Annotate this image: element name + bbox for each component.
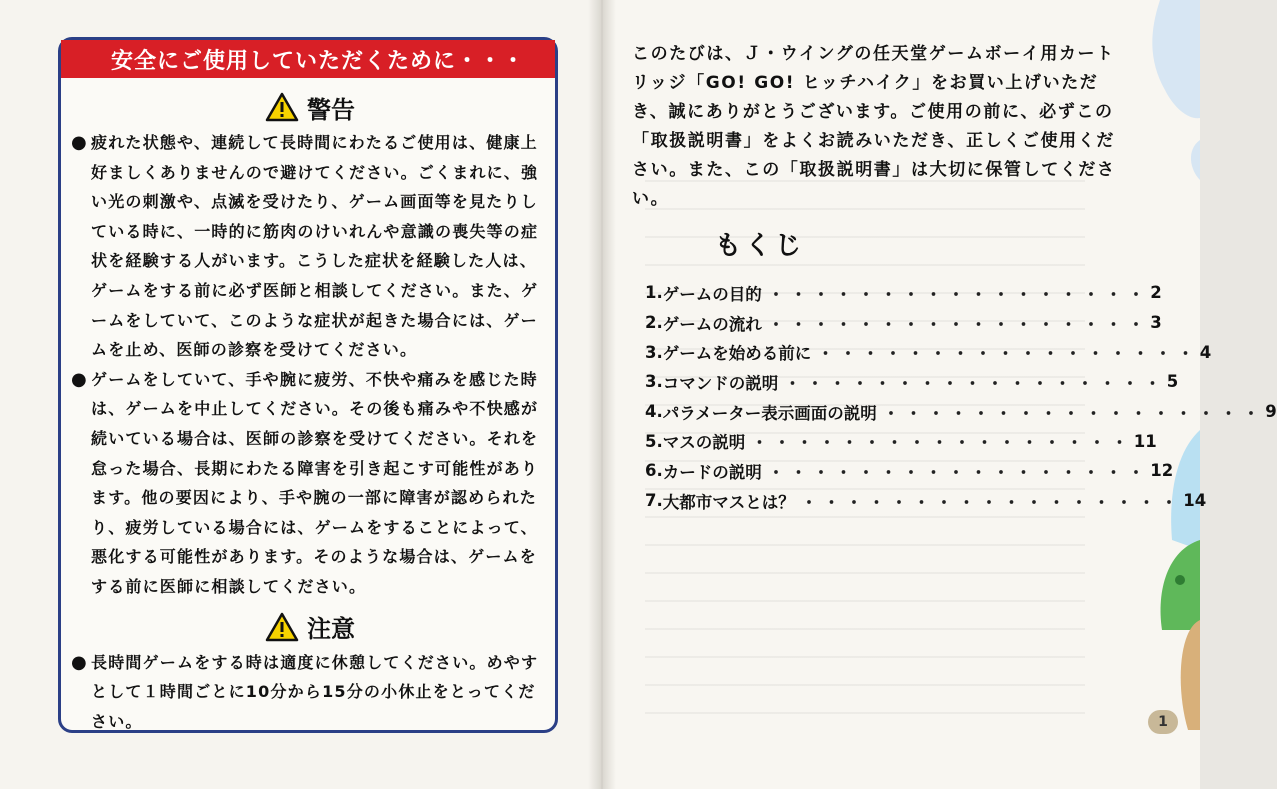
toc-page-number: 3 [1150, 313, 1162, 333]
toc-leader-dots: ・・・・・・・・・・・・・・・・・ [767, 314, 1151, 334]
toc-label: カードの説明 [662, 462, 762, 482]
toc-item [645, 367, 1179, 397]
toc-label: パラメーター表示画面の説明 [662, 403, 877, 423]
toc-page-number: 2 [1150, 283, 1162, 303]
toc-number: 7. [645, 491, 663, 511]
toc-leader-dots: ・・・・・・・・・・・・・・・・・ [751, 433, 1134, 453]
toc-item [645, 308, 1162, 338]
toc-item [645, 397, 1277, 427]
bullet-icon: ● [71, 368, 88, 390]
toc-page-number: 11 [1133, 431, 1157, 451]
caution-paragraph [65, 648, 555, 737]
warning-heading-label: 警告 [307, 95, 355, 124]
warning-paragraph [65, 128, 555, 365]
warning-paragraph [65, 365, 555, 602]
caution-paragraph-text: 長時間ゲームをする時は適度に休憩してください。めやすとして１時間ごとに10分から15分の小休止をとってください。 [91, 652, 539, 731]
warning-heading [65, 88, 555, 126]
toc-number: 6. [645, 461, 663, 481]
toc-number: 1. [645, 283, 663, 303]
toc-leader-dots: ・・・・・・・・・・・・・・・・・ [784, 373, 1167, 393]
toc-leader-dots: ・・・・・・・・・・・・・・・・・ [767, 462, 1151, 482]
book-spine [588, 0, 616, 789]
toc-item [645, 456, 1174, 486]
toc-number: 5. [645, 431, 663, 451]
toc-page-number: 5 [1166, 372, 1179, 392]
toc-page-number: 9 [1265, 402, 1277, 422]
toc-item [645, 486, 1207, 516]
toc-leader-dots: ・・・・・・・・・・・・・・・・・ [800, 492, 1184, 512]
toc-label: 大都市マスとは？ [662, 492, 795, 512]
intro-text: このたびは、Ｊ・ウイングの任天堂ゲームボーイ用カートリッジ「GO! GO! ヒッチハイク」をお買い上げいただき、誠にありがとうございます。ご使用の前に、必ずこの「取扱説明書」をよくお読みいただき、正しくご使用ください。また、この「取扱説明書」は大切に保管してください。 [632, 44, 1116, 209]
warning-triangle-icon [265, 92, 299, 122]
toc-number: 2. [645, 313, 663, 333]
table-of-contents [645, 278, 1277, 516]
toc-label: マスの説明 [662, 433, 746, 453]
toc-item [645, 426, 1157, 456]
toc-page-number: 4 [1199, 342, 1212, 362]
sky-decoration [1140, 0, 1200, 200]
warning-paragraph-text: 疲れた状態や、連続して長時間にわたるご使用は、健康上好ましくありませんので避けてください。ごくまれに、強い光の刺激や、点滅を受けたり、ゲーム画面等を見たりしている時に、一時的に筋肉のけいれんや意識の喪失等の症状を経験する人がいます。こうした症状を経験した人は、ゲームをする前に必ず医師と相談してください。また、ゲームをしていて、このような症状が起きた場合には、ゲームを止め、医師の診察を受けてください。 [91, 133, 539, 360]
bullet-icon: ● [71, 132, 88, 153]
bullet-icon: ● [71, 651, 88, 673]
toc-page-number: 12 [1150, 461, 1174, 481]
toc-title: もくじ [715, 231, 806, 261]
left-page [0, 0, 600, 789]
toc-leader-dots: ・・・・・・・・・・・・・・・・・ [817, 344, 1200, 364]
toc-label: ゲームの目的 [662, 284, 762, 304]
toc-label: コマンドの説明 [662, 373, 779, 393]
safety-header: 安全にご使用していただくために・・・ [61, 40, 555, 78]
safety-warning-box [58, 37, 558, 733]
toc-page-number: 14 [1183, 491, 1207, 511]
toc-leader-dots: ・・・・・・・・・・・・・・・・・ [882, 403, 1266, 423]
toc-label: ゲームを始める前に [662, 344, 812, 364]
caution-heading-label: 注意 [307, 615, 355, 643]
warning-triangle-icon [265, 612, 299, 642]
toc-number: 4. [645, 402, 663, 422]
toc-leader-dots: ・・・・・・・・・・・・・・・・・ [767, 284, 1151, 304]
warning-paragraph-text: ゲームをしていて、手や腕に疲労、不快や痛みを感じた時は、ゲームを中止してください。その後も痛みや不快感が続いている場合は、医師の診察を受けてください。それを怠った場合、長期にわたる障害を引き起こす可能性があります。他の要因により、手や腕の一部に障害が認められたり、疲労している場合には、ゲームをすることによって、悪化する可能性があります。そのような場合は、ゲームをする前に医師に相談してください。 [91, 369, 539, 596]
toc-item [645, 278, 1162, 308]
toc-number: 3. [645, 372, 663, 392]
toc-number: 3. [645, 342, 663, 362]
toc-label: ゲームの流れ [662, 314, 762, 334]
page-number-badge: 1 [1148, 710, 1178, 734]
caution-heading [65, 608, 555, 646]
toc-item [645, 337, 1212, 367]
